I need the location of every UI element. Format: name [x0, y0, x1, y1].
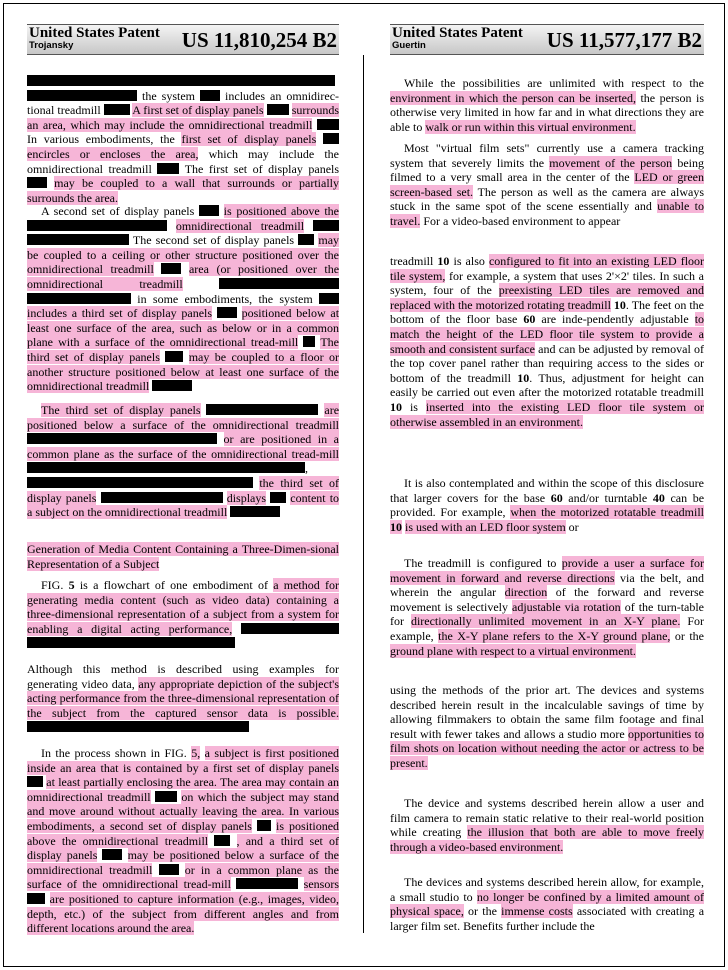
highlighted-text: when the motorized rotatable treadmill [510, 505, 704, 520]
redaction-block [27, 776, 43, 787]
redaction-block [27, 433, 217, 444]
redaction-block [303, 336, 315, 347]
highlighted-text: preexisting LED tiles are removed and replaced with the motorized rotating treadmill [390, 283, 705, 312]
highlighted-text: or in a common plane as the surface of the omnidirectional tread-mill [27, 862, 339, 892]
right-paragraph-8 [390, 875, 704, 933]
redaction-block [257, 820, 271, 831]
redaction-block [319, 293, 339, 304]
highlighted-text: or are positioned in a common plane as the surface of the omnidirectional tread-mill [27, 432, 339, 461]
text-run: and/or turntable [568, 490, 648, 505]
left-patent-header [27, 24, 339, 55]
highlighted-text: on which the subject may stand and move around without actually leaving the area. In various embodiments, a second set of display panels [27, 789, 340, 833]
redaction-block [101, 492, 223, 503]
text-run: The device and systems described herein allow a user and film camera to remain static relative to their real-world position while creating [390, 796, 704, 840]
highlighted-text: first set of display panels [181, 132, 317, 147]
highlighted-text: directionally unlimited movement in an X-Y plane. [410, 614, 681, 629]
redaction-block [27, 462, 305, 473]
highlighted-text: positioned below at least one surface of the area, such as below or in a common plane with a surface of the omnidirectional tread-mill [27, 306, 340, 350]
text-run: via the belt, and wherein the angular [390, 570, 705, 600]
highlighted-text: is positioned above the omnidirectional treadmill [27, 818, 340, 848]
text-run: of the forward and reverse movement is selectively [390, 585, 705, 614]
text-run: is a flowchart of one embodiment of [79, 578, 268, 592]
highlighted-text: The third set of display panels [27, 335, 339, 364]
text-run: While the possibilities are unlimited with respect to the [404, 76, 704, 90]
redaction-block [313, 220, 339, 231]
redaction-block [27, 177, 47, 188]
text-run: and can be adjusted by removal of the top cover panel rather than requiring access to the sides or bottom of the treadmill [390, 341, 705, 385]
redaction-block [219, 278, 339, 289]
right-inventor-name: Guertin [392, 40, 426, 51]
highlighted-text: may be coupled to a floor or another structure positioned below at least one surface of the omnidirectional treadmill [27, 349, 340, 394]
highlighted-text: environment in which the person can be inserted, [390, 90, 637, 105]
text-run: are inde-pendently adjustable [541, 312, 689, 327]
text-run: of the turn-table for [390, 599, 705, 629]
text-run: . The feet on the bottom of the floor base [390, 297, 705, 327]
highlighted-text: the illusion that both are able to move freely through a video-based environment. [390, 825, 704, 854]
text-run: Most "virtual film sets" currently use a camera tracking system that severely limits the [390, 141, 704, 170]
redaction-block [27, 234, 129, 245]
text-run: The devices and systems described herein allow, for example, a small studio to [390, 875, 704, 904]
text-run: In the process shown in FIG. [41, 746, 187, 760]
left-paragraph-4 [27, 578, 339, 651]
redaction-block [270, 492, 286, 503]
highlighted-text: the X-Y plane refers to the X-Y ground plane, [438, 628, 671, 643]
redaction-block [27, 220, 167, 231]
redaction-block [317, 119, 339, 130]
text-run: associated with creating a larger film set. Benefits further include the [390, 904, 705, 933]
text-run: or the [468, 904, 497, 919]
right-paragraph-6 [390, 683, 704, 771]
highlighted-text: content to a subject on the omnidirectional treadmill [27, 490, 340, 520]
text-run: The second set of display panels [132, 233, 295, 248]
redaction-block [27, 637, 235, 648]
reference-numeral: 10 [613, 297, 626, 312]
highlighted-text: to match the height of the LED floor tile system to provide a smooth and consistent surface [390, 312, 705, 356]
highlighted-text: direction [504, 585, 548, 600]
highlighted-text: opportunities to film shots on location without needing the actor or actress to be present. [390, 726, 705, 770]
highlighted-text: is positioned above the [223, 204, 339, 218]
text-run: being filmed to a very small area in the center of the [390, 155, 705, 185]
left-section-heading [27, 542, 339, 571]
right-patent-title: United States Patent [392, 25, 523, 41]
highlighted-text: a method for generating media content (such as video data) containing a three-dimensional representation of a subject from a system for enabling a digital acting performance, [27, 578, 340, 636]
highlighted-text: may be coupled to a wall that surrounds or partially surrounds the area. [27, 176, 339, 205]
highlighted-text: 5, [191, 746, 201, 760]
text-run: which may include the omnidirectional treadmill [27, 146, 340, 176]
highlighted-text: The third set of display panels [41, 403, 201, 417]
right-paragraph-4 [390, 476, 704, 534]
reference-numeral: 40 [652, 490, 665, 505]
redaction-block [104, 104, 130, 115]
redaction-block [27, 75, 335, 86]
highlighted-text: the third set of display panels [27, 475, 340, 505]
redaction-block [27, 90, 137, 101]
text-run: For example, [390, 614, 704, 643]
column-divider [363, 55, 364, 933]
highlighted-text: adjustable via rotation [512, 599, 621, 614]
redaction-block [27, 721, 249, 732]
left-patent-number: US 11,810,254 B2 [181, 28, 337, 52]
text-run: Although this method is described using examples for generating video data, [27, 662, 339, 691]
left-paragraph-5 [27, 662, 339, 735]
redaction-block [27, 477, 253, 488]
right-paragraph-2 [390, 141, 704, 229]
figure-number: 5 [68, 578, 75, 592]
highlighted-text: ground plane with respect to a virtual environment. [390, 643, 636, 658]
redaction-block [165, 351, 183, 362]
left-patent-title: United States Patent [29, 25, 160, 41]
text-run: is [409, 399, 418, 414]
left-paragraph-6 [27, 746, 339, 936]
redaction-block [102, 849, 122, 860]
section-heading: Generation of Media Content Containing a Three-Dimen-sional Representation of a Subject [27, 542, 339, 571]
text-run: can be provided. For example, [390, 490, 705, 520]
highlighted-text: provide a user a surface for movement in forward and reverse directions [390, 556, 705, 585]
text-run: For a video-based environment to appear [423, 213, 621, 228]
text-run: using the methods of the prior art. The devices and systems described herein result in the incalculable savings of time by allowing filmmakers to obtain the same film footage and final result with fewer takes and allows a studio more [390, 683, 704, 741]
text-run: or the [674, 628, 704, 643]
reference-numeral: 60 [523, 312, 536, 327]
text-run: , [305, 461, 308, 476]
redaction-block [214, 835, 230, 846]
text-run: FIG. [41, 578, 64, 592]
redaction-block [155, 791, 177, 802]
redaction-block [236, 878, 298, 889]
text-run: In various embodiments, the [27, 132, 175, 147]
text-run: The person as well as the camera are always stuck in the same spot of the scene essentially and [390, 184, 704, 214]
redaction-block [27, 893, 45, 904]
text-run: It is also contemplated and within the scope of this disclosure that larger covers for the base [390, 476, 704, 505]
highlighted-text: includes a third set of display panels [27, 306, 213, 321]
text-run: includes an omnidirec-tional treadmill [27, 88, 340, 118]
redaction-block [217, 307, 237, 318]
left-paragraph-3 [27, 403, 339, 520]
reference-numeral: 10 [390, 519, 402, 534]
highlighted-text: omnidirectional treadmill [175, 218, 305, 233]
reference-numeral: 10 [517, 370, 530, 385]
highlighted-text: encircles or encloses the area, [27, 146, 199, 161]
text-run: in some embodiments, the system [137, 291, 313, 306]
highlighted-text: A first set of display panels [132, 103, 264, 118]
reference-numeral: 60 [550, 490, 563, 505]
highlighted-text: movement of the person [549, 155, 673, 170]
redaction-block [200, 90, 220, 101]
text-run: The treadmill is configured to [404, 556, 557, 570]
highlighted-text: a subject is first positioned inside an area that is contained by a first set of display panels [27, 746, 340, 775]
redaction-block [159, 864, 179, 875]
redaction-block [241, 623, 339, 634]
left-paragraph-1 [27, 74, 339, 205]
text-run: A second set of display panels [41, 204, 195, 218]
text-run: is also [453, 254, 485, 268]
redaction-block [298, 234, 314, 245]
highlighted-text: may be coupled to a ceiling or other structure positioned over the omnidirectional treadmill [27, 233, 340, 277]
highlighted-text: area (or positioned over the omnidirectional treadmill [27, 262, 340, 291]
highlighted-text: immense costs [501, 904, 573, 919]
right-paragraph-5 [390, 556, 704, 658]
text-run: or [568, 519, 579, 534]
redaction-block [157, 163, 179, 174]
highlighted-text: are positioned to capture information (e.g., images, video, depth, etc.) of the subject from different angles and from different locations around the area. [27, 891, 339, 936]
highlighted-text: configured to fit into an existing LED floor tile system, [390, 254, 705, 283]
highlighted-text: are positioned below a surface of the omnidirectional treadmill [27, 403, 340, 432]
highlighted-text: sensors [303, 877, 339, 892]
highlighted-text: , and a third set of display panels [27, 833, 340, 863]
reference-numeral: 10 [390, 399, 402, 414]
highlighted-text: surrounds an area, which may include the omnidirectional treadmill [27, 103, 340, 132]
redaction-block [206, 404, 318, 415]
text-run: the system [142, 88, 196, 103]
right-paragraph-7 [390, 796, 704, 854]
highlighted-text: is used with an LED floor system [405, 519, 566, 534]
right-patent-header [390, 24, 704, 55]
highlighted-text: inserted into the existing LED floor tile system or otherwise assembled in an environment. [390, 399, 705, 429]
highlighted-text: no longer be confined by a limited amount of physical space, [390, 889, 705, 919]
redaction-block [267, 104, 289, 115]
text-run: for example, a system that uses 2'×2' tiles. In such a system, four of the [390, 268, 704, 298]
redaction-block [199, 205, 219, 216]
text-run: the person is otherwise very limited in how far and in what directions they are able to [390, 90, 705, 134]
redaction-block [323, 133, 339, 144]
highlighted-text: any appropriate depiction of the subject's acting performance from the three-dimensional representation of the subject from the captured sensor data is possible. [27, 676, 339, 720]
highlighted-text: walk or run within this virtual environment. [425, 119, 636, 134]
text-run: . Thus, adjustment for height can easily be carried out even after the motorized rotatable treadmill [390, 370, 704, 400]
left-inventor-name: Trojansky [29, 40, 74, 51]
redaction-block [27, 293, 131, 304]
highlighted-text: may be positioned below a surface of the omnidirectional treadmill [27, 848, 340, 877]
right-paragraph-3 [390, 254, 704, 429]
redaction-block [161, 263, 181, 274]
text-run: treadmill [390, 254, 434, 268]
reference-numeral: 10 [437, 254, 450, 268]
text-run: The first set of display panels [184, 161, 340, 176]
redaction-block [230, 506, 280, 517]
highlighted-text: displays [226, 490, 267, 505]
highlighted-text: at least partially enclosing the area. The area may contain an omnidirectional treadmill [27, 775, 340, 804]
highlighted-text: LED or green screen-based set. [390, 170, 704, 199]
left-paragraph-2 [27, 204, 339, 394]
right-paragraph-1 [390, 76, 704, 134]
redaction-block [152, 380, 192, 391]
highlighted-text: unable to travel. [390, 199, 705, 228]
right-patent-number: US 11,577,177 B2 [546, 28, 702, 52]
